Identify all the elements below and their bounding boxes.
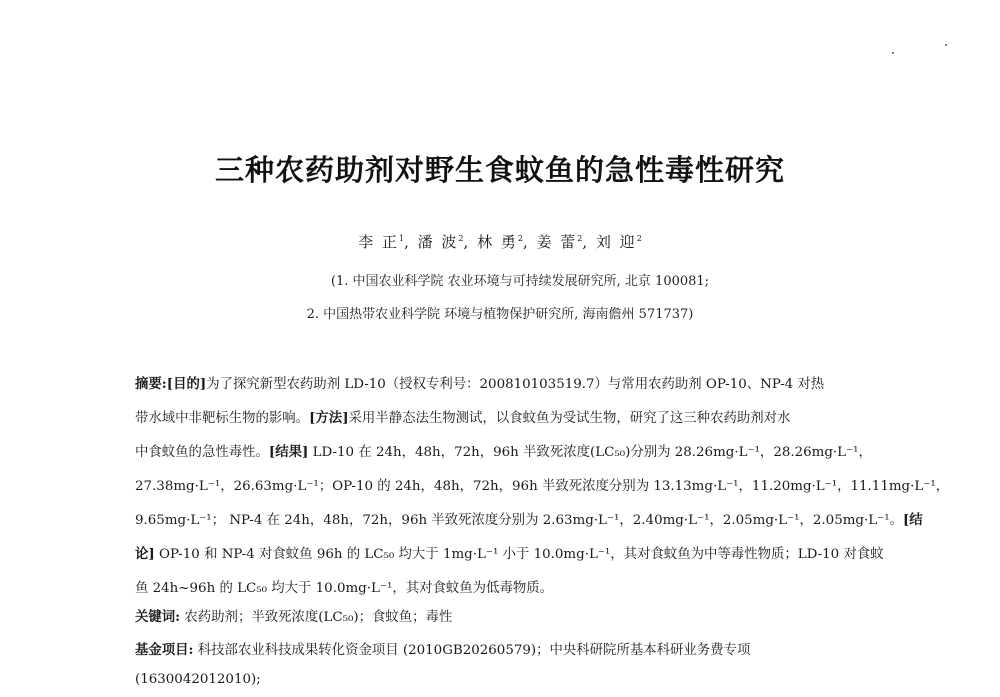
author-name: 潘 波	[417, 233, 459, 251]
abstract-text: 带水域中非靶标生物的影响。	[135, 411, 310, 426]
author-affil-marker: 2	[458, 234, 464, 243]
author-name: 姜 蕾	[536, 233, 578, 251]
author-affil-marker: 2	[636, 234, 642, 243]
scan-speck	[892, 52, 894, 54]
fund-continued: (1630042012010);	[135, 672, 261, 687]
scan-speck	[945, 44, 947, 46]
abstract-line	[135, 407, 790, 426]
conclusion-label: 论]	[135, 546, 155, 562]
abstract-line	[135, 373, 824, 392]
author-name: 李 正	[358, 233, 399, 251]
affiliation-1: (1. 中国农业科学院 农业环境与可持续发展研究所, 北京 100081;	[330, 274, 710, 289]
abstract-line	[135, 509, 923, 528]
abstract-line	[135, 543, 884, 562]
abstract-line: 鱼 24h~96h 的 LC₅₀ 均大于 10.0mg·L⁻¹，其对食蚊鱼为低毒物质。	[135, 581, 554, 596]
abstract-text: OP-10 和 NP-4 对食蚊鱼 96h 的 LC₅₀ 均大于 1mg·L⁻¹ 小于 10.0mg·L⁻¹，其对食蚊鱼为中等毒性物质；LD-10 对食蚊	[154, 547, 884, 562]
purpose-label: [目的]	[166, 376, 207, 392]
result-label: [结果]	[268, 444, 309, 460]
keywords	[135, 606, 870, 625]
author-name: 刘 迎	[595, 233, 637, 251]
abstract-text: 为了探究新型农药助剂 LD-10（授权专利号：200810103519.7）与常用农药助剂 OP-10、NP-4 对热	[206, 377, 825, 392]
author-affil-marker: 1	[399, 234, 405, 243]
affiliation-2: 2. 中国热带农业科学院 环境与植物保护研究所, 海南儋州 571737)	[306, 307, 694, 322]
author-list: 李 正$^1$, 潘 波$^2$, 林 勇$^2$, 姜 蕾$^2$, 刘 迎$^2$	[358, 233, 642, 251]
abstract-text: LD-10 在 24h，48h，72h，96h 半致死浓度(LC₅₀)分别为 28.26mg·L⁻¹，28.26mg·L⁻¹，	[308, 445, 872, 460]
abstract	[135, 373, 950, 613]
paper-title: 三种农药助剂对野生食蚊鱼的急性毒性研究	[214, 153, 785, 187]
fund-text: 科技部农业科技成果转化资金项目 (2010GB20260579)；中央科研院所基本科研业务费专项	[193, 643, 751, 658]
fund-label: 基金项目:	[135, 642, 194, 658]
abstract-text: 9.65mg·L⁻¹； NP-4 在 24h，48h，72h，96h 半致死浓度分别为 2.63mg·L⁻¹，2.40mg·L⁻¹，2.05mg·L⁻¹，2.05mg·L⁻¹。	[135, 513, 903, 528]
abstract-label: 摘要:	[135, 376, 167, 392]
conclusion-label: [结	[902, 512, 923, 528]
abstract-line	[135, 441, 872, 460]
fund	[135, 639, 870, 658]
abstract-text: 中食蚊鱼的急性毒性。	[135, 445, 269, 460]
author-name: 林 勇	[477, 233, 518, 251]
keywords-text: 农药助剂；半致死浓度(LC₅₀)；食蚊鱼；毒性	[180, 610, 453, 625]
abstract-text: 采用半静态法生物测试，以食蚊鱼为受试生物，研究了这三种农药助剂对水	[348, 411, 791, 426]
abstract-line: 27.38mg·L⁻¹，26.63mg·L⁻¹；OP-10 的 24h，48h，72h，96h 半致死浓度分别为 13.13mg·L⁻¹，11.20mg·L⁻¹，11.11mg·L⁻¹，	[135, 479, 950, 494]
keywords-label: 关键词:	[135, 609, 181, 625]
method-label: [方法]	[309, 410, 349, 426]
author-affil-marker: 2	[577, 234, 583, 243]
author-affil-marker: 2	[517, 234, 523, 243]
